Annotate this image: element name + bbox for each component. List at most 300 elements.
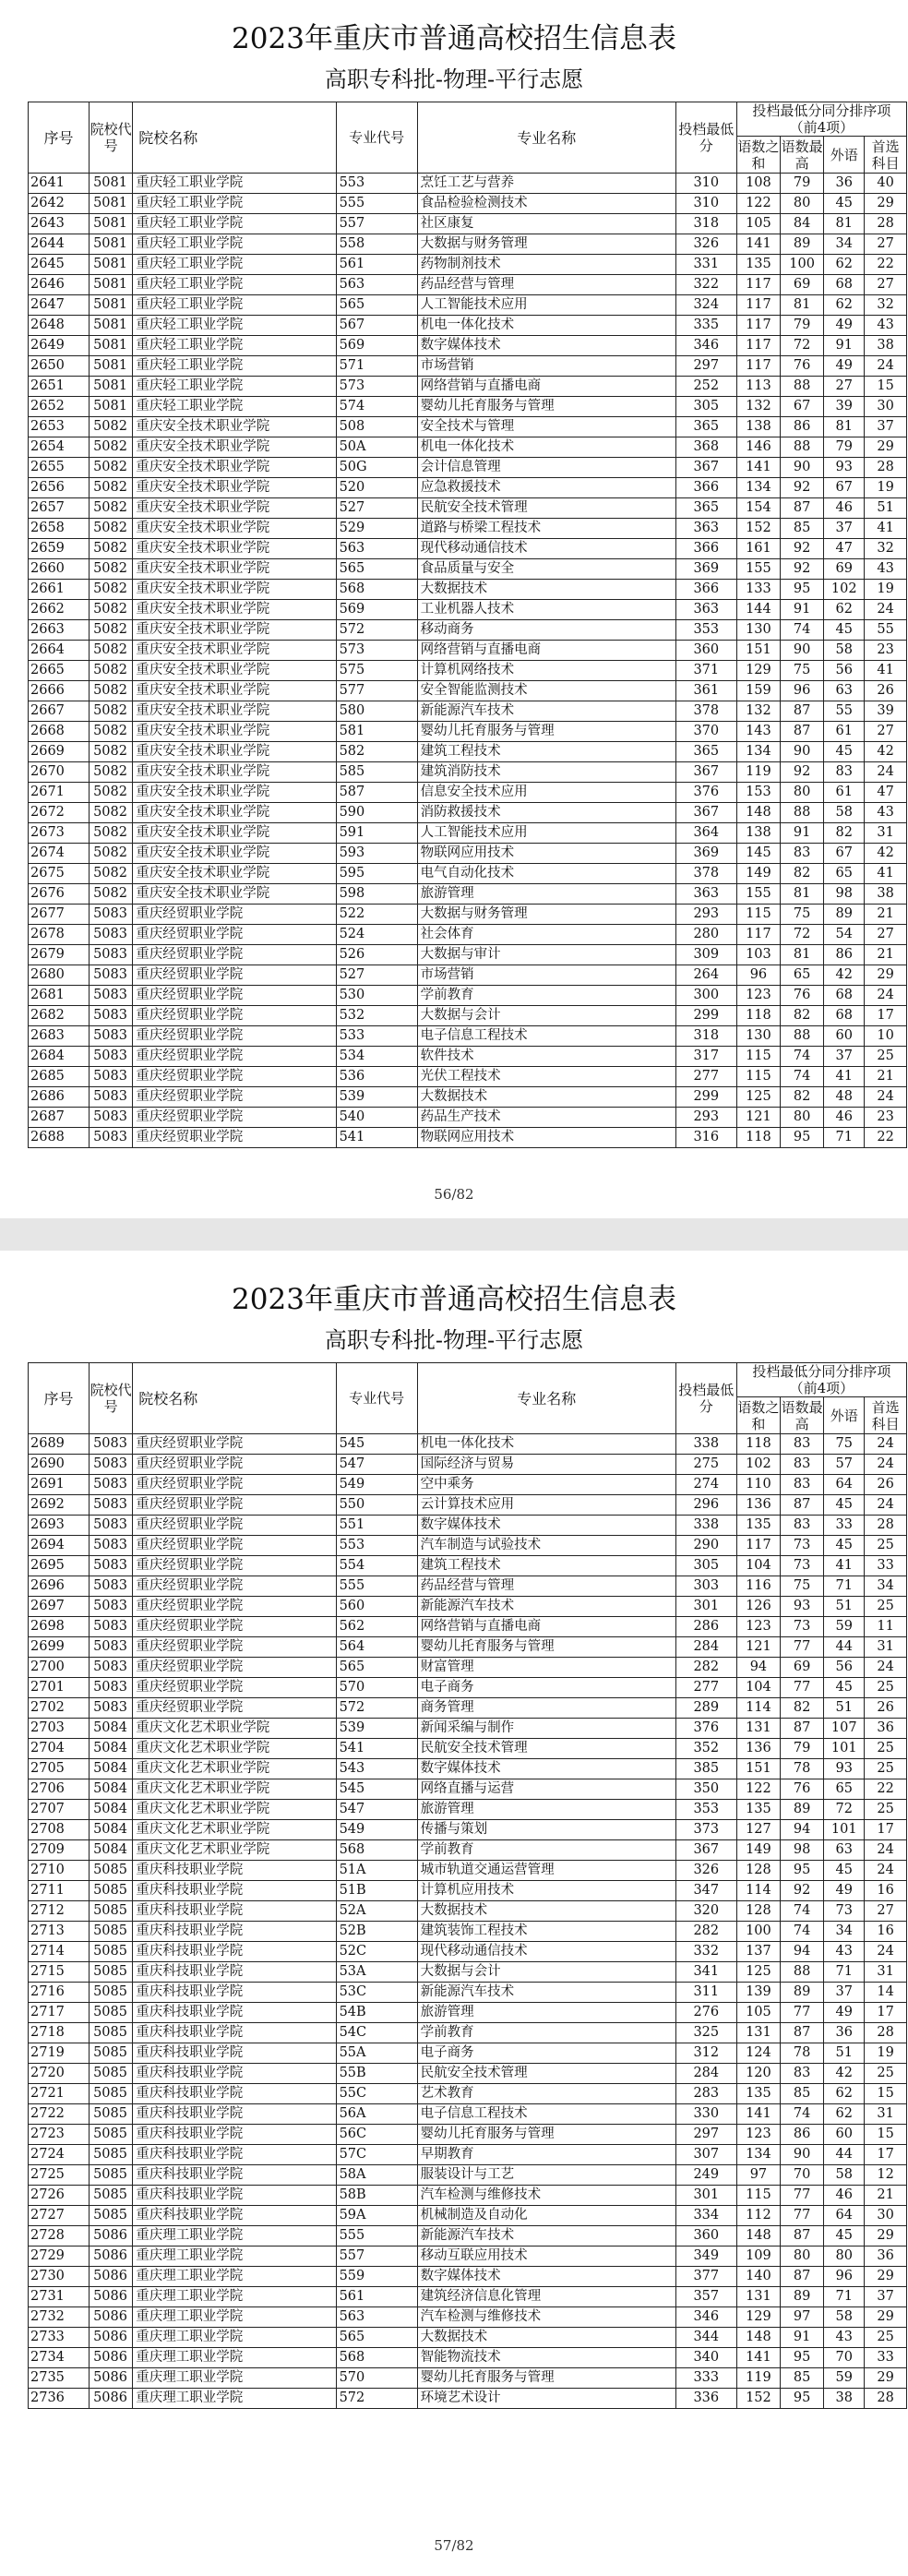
chinese-math-cell: 124: [736, 2043, 780, 2064]
foreign-cell: 57: [824, 1455, 865, 1475]
seq-cell: 2698: [29, 1617, 90, 1637]
school-name-cell: 重庆安全技术职业学院: [133, 498, 336, 519]
chinese-math-cell: 161: [736, 539, 780, 559]
major-name-cell: 旅游管理: [417, 884, 675, 905]
school-name-cell: 重庆安全技术职业学院: [133, 844, 336, 864]
school-code-cell: 5085: [90, 2043, 133, 2064]
school-name-cell: 重庆文化艺术职业学院: [133, 1759, 336, 1779]
foreign-cell: 98: [824, 884, 865, 905]
major-name-cell: 网络营销与直播电商: [417, 377, 675, 397]
math-max-cell: 79: [781, 174, 824, 194]
major-code-cell: 567: [336, 316, 417, 336]
major-name-cell: 药物制剂技术: [417, 255, 675, 275]
major-code-cell: 52A: [336, 1901, 417, 1922]
major-name-cell: 网络直播与运营: [417, 1779, 675, 1800]
school-code-cell: 5083: [90, 945, 133, 965]
foreign-cell: 46: [824, 498, 865, 519]
header-chinese-math: 语数之和: [737, 138, 780, 172]
first-subject-cell: 21: [865, 905, 907, 925]
major-name-cell: 机电一体化技术: [417, 1434, 675, 1455]
school-name-cell: 重庆科技职业学院: [133, 2023, 336, 2043]
school-code-cell: 5085: [90, 1942, 133, 1962]
seq-cell: 2689: [29, 1434, 90, 1455]
first-subject-cell: 33: [865, 2348, 907, 2368]
min-score-cell: 350: [675, 1779, 736, 1800]
foreign-cell: 38: [824, 2389, 865, 2409]
major-code-cell: 577: [336, 681, 417, 701]
chinese-math-cell: 119: [736, 762, 780, 783]
header-rank-group-sub: （前4项）: [789, 1380, 854, 1396]
table-row: [29, 1678, 907, 1698]
chinese-math-cell: 146: [736, 437, 780, 458]
math-max-cell: 69: [781, 275, 824, 295]
min-score-cell: 369: [675, 844, 736, 864]
school-code-cell: 5082: [90, 417, 133, 437]
foreign-cell: 70: [824, 2348, 865, 2368]
major-code-cell: 585: [336, 762, 417, 783]
major-code-cell: 571: [336, 356, 417, 377]
major-code-cell: 57C: [336, 2145, 417, 2165]
min-score-cell: 338: [675, 1516, 736, 1536]
school-name-cell: 重庆科技职业学院: [133, 2043, 336, 2064]
min-score-cell: 275: [675, 1455, 736, 1475]
school-code-cell: 5081: [90, 194, 133, 214]
chinese-math-cell: 102: [736, 1455, 780, 1475]
foreign-cell: 43: [824, 1942, 865, 1962]
school-code-cell: 5086: [90, 2368, 133, 2389]
seq-cell: 2675: [29, 864, 90, 884]
first-subject-cell: 28: [865, 1516, 907, 1536]
first-subject-cell: 24: [865, 1942, 907, 1962]
table-row: [29, 884, 907, 905]
school-code-cell: 5084: [90, 1779, 133, 1800]
foreign-cell: 39: [824, 397, 865, 417]
chinese-math-cell: 117: [736, 925, 780, 945]
math-max-cell: 84: [781, 214, 824, 234]
school-code-cell: 5082: [90, 722, 133, 742]
foreign-cell: 34: [824, 1922, 865, 1942]
table-row: [29, 1556, 907, 1576]
foreign-cell: 79: [824, 437, 865, 458]
min-score-cell: 252: [675, 377, 736, 397]
seq-cell: 2646: [29, 275, 90, 295]
seq-cell: 2730: [29, 2267, 90, 2287]
first-subject-cell: 47: [865, 783, 907, 803]
major-code-cell: 549: [336, 1820, 417, 1840]
major-code-cell: 590: [336, 803, 417, 823]
seq-cell: 2662: [29, 600, 90, 620]
page-number: 56/82: [434, 1186, 474, 1203]
foreign-cell: 62: [824, 2104, 865, 2125]
min-score-cell: 385: [675, 1759, 736, 1779]
school-code-cell: 5085: [90, 1861, 133, 1881]
first-subject-cell: 41: [865, 864, 907, 884]
major-code-cell: 529: [336, 519, 417, 539]
school-name-cell: 重庆安全技术职业学院: [133, 701, 336, 722]
seq-cell: 2692: [29, 1495, 90, 1516]
first-subject-cell: 32: [865, 295, 907, 316]
math-max-cell: 83: [781, 1475, 824, 1495]
table-row: [29, 1087, 907, 1108]
foreign-cell: 63: [824, 1840, 865, 1861]
school-code-cell: 5085: [90, 2165, 133, 2186]
foreign-cell: 41: [824, 1067, 865, 1087]
major-name-cell: 大数据技术: [417, 580, 675, 600]
school-name-cell: 重庆安全技术职业学院: [133, 823, 336, 844]
major-name-cell: 计算机应用技术: [417, 1881, 675, 1901]
chinese-math-cell: 108: [736, 174, 780, 194]
seq-cell: 2647: [29, 295, 90, 316]
major-code-cell: 557: [336, 2247, 417, 2267]
school-name-cell: 重庆安全技术职业学院: [133, 803, 336, 823]
min-score-cell: 299: [675, 1087, 736, 1108]
major-code-cell: 582: [336, 742, 417, 762]
min-score-cell: 346: [675, 2307, 736, 2328]
table-row: [29, 519, 907, 539]
min-score-cell: 310: [675, 174, 736, 194]
seq-cell: 2702: [29, 1698, 90, 1719]
first-subject-cell: 43: [865, 803, 907, 823]
major-code-cell: 560: [336, 1597, 417, 1617]
school-code-cell: 5083: [90, 1516, 133, 1536]
chinese-math-cell: 115: [736, 1067, 780, 1087]
min-score-cell: 373: [675, 1820, 736, 1840]
min-score-cell: 340: [675, 2348, 736, 2368]
major-name-cell: 药品经营与管理: [417, 1576, 675, 1597]
major-name-cell: 信息安全技术应用: [417, 783, 675, 803]
chinese-math-cell: 113: [736, 377, 780, 397]
seq-cell: 2704: [29, 1739, 90, 1759]
table-row: [29, 965, 907, 986]
major-code-cell: 572: [336, 620, 417, 641]
math-max-cell: 72: [781, 336, 824, 356]
math-max-cell: 73: [781, 1536, 824, 1556]
header-first-subject: 首选科目: [865, 137, 907, 174]
table-row: [29, 559, 907, 580]
table-row: [29, 925, 907, 945]
table-row: [29, 1759, 907, 1779]
first-subject-cell: 32: [865, 539, 907, 559]
seq-cell: 2731: [29, 2287, 90, 2307]
min-score-cell: 346: [675, 336, 736, 356]
first-subject-cell: 28: [865, 214, 907, 234]
seq-cell: 2648: [29, 316, 90, 336]
min-score-cell: 300: [675, 986, 736, 1006]
table-row: [29, 1658, 907, 1678]
table-row: [29, 2368, 907, 2389]
table-row: [29, 539, 907, 559]
major-name-cell: 移动商务: [417, 620, 675, 641]
school-code-cell: 5081: [90, 255, 133, 275]
chinese-math-cell: 117: [736, 316, 780, 336]
school-code-cell: 5083: [90, 965, 133, 986]
seq-cell: 2681: [29, 986, 90, 1006]
major-name-cell: 旅游管理: [417, 1800, 675, 1820]
school-code-cell: 5083: [90, 1026, 133, 1047]
major-code-cell: 55B: [336, 2064, 417, 2084]
min-score-cell: 326: [675, 234, 736, 255]
first-subject-cell: 24: [865, 1495, 907, 1516]
chinese-math-cell: 129: [736, 661, 780, 681]
min-score-cell: 297: [675, 356, 736, 377]
min-score-cell: 277: [675, 1678, 736, 1698]
math-max-cell: 86: [781, 2125, 824, 2145]
chinese-math-cell: 145: [736, 844, 780, 864]
foreign-cell: 43: [824, 2328, 865, 2348]
seq-cell: 2659: [29, 539, 90, 559]
table-row: [29, 1881, 907, 1901]
chinese-math-cell: 143: [736, 722, 780, 742]
school-name-cell: 重庆经贸职业学院: [133, 1006, 336, 1026]
school-name-cell: 重庆科技职业学院: [133, 2003, 336, 2023]
foreign-cell: 49: [824, 356, 865, 377]
seq-cell: 2703: [29, 1719, 90, 1739]
major-name-cell: 人工智能技术应用: [417, 295, 675, 316]
seq-cell: 2672: [29, 803, 90, 823]
first-subject-cell: 41: [865, 519, 907, 539]
school-name-cell: 重庆经贸职业学院: [133, 1556, 336, 1576]
chinese-math-cell: 116: [736, 1576, 780, 1597]
min-score-cell: 299: [675, 1006, 736, 1026]
school-name-cell: 重庆安全技术职业学院: [133, 722, 336, 742]
major-code-cell: 593: [336, 844, 417, 864]
math-max-cell: 74: [781, 1922, 824, 1942]
chinese-math-cell: 115: [736, 2186, 780, 2206]
math-max-cell: 92: [781, 539, 824, 559]
first-subject-cell: 17: [865, 1820, 907, 1840]
header-seq: 序号: [29, 102, 90, 174]
first-subject-cell: 27: [865, 722, 907, 742]
min-score-cell: 366: [675, 539, 736, 559]
table-row: [29, 2348, 907, 2368]
school-code-cell: 5085: [90, 1962, 133, 1983]
school-name-cell: 重庆理工职业学院: [133, 2368, 336, 2389]
major-name-cell: 市场营销: [417, 356, 675, 377]
foreign-cell: 64: [824, 1475, 865, 1495]
math-max-cell: 80: [781, 2247, 824, 2267]
math-max-cell: 77: [781, 2206, 824, 2226]
chinese-math-cell: 134: [736, 742, 780, 762]
major-name-cell: 早期教育: [417, 2145, 675, 2165]
seq-cell: 2701: [29, 1678, 90, 1698]
chinese-math-cell: 149: [736, 1840, 780, 1861]
math-max-cell: 77: [781, 1637, 824, 1658]
school-name-cell: 重庆科技职业学院: [133, 2145, 336, 2165]
first-subject-cell: 28: [865, 458, 907, 478]
table-row: [29, 2287, 907, 2307]
school-code-cell: 5081: [90, 295, 133, 316]
seq-cell: 2664: [29, 641, 90, 661]
table-row: [29, 1901, 907, 1922]
major-name-cell: 烹饪工艺与营养: [417, 174, 675, 194]
seq-cell: 2697: [29, 1597, 90, 1617]
foreign-cell: 101: [824, 1820, 865, 1840]
major-code-cell: 547: [336, 1455, 417, 1475]
school-name-cell: 重庆理工职业学院: [133, 2307, 336, 2328]
school-code-cell: 5082: [90, 498, 133, 519]
foreign-cell: 55: [824, 701, 865, 722]
math-max-cell: 74: [781, 2104, 824, 2125]
first-subject-cell: 37: [865, 2287, 907, 2307]
major-code-cell: 555: [336, 2226, 417, 2247]
foreign-cell: 65: [824, 1779, 865, 1800]
chinese-math-cell: 159: [736, 681, 780, 701]
foreign-cell: 64: [824, 2206, 865, 2226]
major-name-cell: 建筑消防技术: [417, 762, 675, 783]
foreign-cell: 45: [824, 194, 865, 214]
school-code-cell: 5081: [90, 214, 133, 234]
table-row: [29, 1800, 907, 1820]
school-name-cell: 重庆科技职业学院: [133, 1922, 336, 1942]
seq-cell: 2657: [29, 498, 90, 519]
foreign-cell: 44: [824, 2145, 865, 2165]
table-row: [29, 234, 907, 255]
min-score-cell: 307: [675, 2145, 736, 2165]
min-score-cell: 282: [675, 1658, 736, 1678]
major-code-cell: 559: [336, 2267, 417, 2287]
major-code-cell: 522: [336, 905, 417, 925]
first-subject-cell: 12: [865, 2165, 907, 2186]
school-name-cell: 重庆轻工职业学院: [133, 377, 336, 397]
school-code-cell: 5085: [90, 2125, 133, 2145]
table-row: [29, 803, 907, 823]
math-max-cell: 82: [781, 1006, 824, 1026]
school-code-cell: 5085: [90, 2206, 133, 2226]
major-name-cell: 城市轨道交通运营管理: [417, 1861, 675, 1881]
school-code-cell: 5083: [90, 1576, 133, 1597]
foreign-cell: 56: [824, 1658, 865, 1678]
min-score-cell: 320: [675, 1901, 736, 1922]
math-max-cell: 82: [781, 1087, 824, 1108]
major-code-cell: 527: [336, 965, 417, 986]
seq-cell: 2713: [29, 1922, 90, 1942]
math-max-cell: 94: [781, 1820, 824, 1840]
chinese-math-cell: 148: [736, 2328, 780, 2348]
min-score-cell: 330: [675, 2104, 736, 2125]
major-code-cell: 52B: [336, 1922, 417, 1942]
chinese-math-cell: 131: [736, 1719, 780, 1739]
major-code-cell: 562: [336, 1617, 417, 1637]
major-name-cell: 光伏工程技术: [417, 1067, 675, 1087]
school-code-cell: 5083: [90, 1455, 133, 1475]
math-max-cell: 77: [781, 2186, 824, 2206]
major-name-cell: 数字媒体技术: [417, 1759, 675, 1779]
school-name-cell: 重庆经贸职业学院: [133, 1495, 336, 1516]
foreign-cell: 54: [824, 925, 865, 945]
chinese-math-cell: 128: [736, 1861, 780, 1881]
math-max-cell: 100: [781, 255, 824, 275]
math-max-cell: 87: [781, 2267, 824, 2287]
major-name-cell: 安全技术与管理: [417, 417, 675, 437]
math-max-cell: 93: [781, 1597, 824, 1617]
chinese-math-cell: 127: [736, 1820, 780, 1840]
first-subject-cell: 31: [865, 1962, 907, 1983]
table-row: [29, 701, 907, 722]
major-name-cell: 电子信息工程技术: [417, 2104, 675, 2125]
first-subject-cell: 42: [865, 742, 907, 762]
major-name-cell: 新能源汽车技术: [417, 1983, 675, 2003]
school-name-cell: 重庆科技职业学院: [133, 2206, 336, 2226]
chinese-math-cell: 100: [736, 1922, 780, 1942]
school-code-cell: 5085: [90, 2104, 133, 2125]
school-code-cell: 5083: [90, 1087, 133, 1108]
major-name-cell: 大数据技术: [417, 1087, 675, 1108]
table-row: [29, 2307, 907, 2328]
school-name-cell: 重庆科技职业学院: [133, 2104, 336, 2125]
math-max-cell: 90: [781, 2145, 824, 2165]
min-score-cell: 296: [675, 1495, 736, 1516]
first-subject-cell: 29: [865, 2368, 907, 2389]
math-max-cell: 81: [781, 884, 824, 905]
school-name-cell: 重庆经贸职业学院: [133, 1047, 336, 1067]
foreign-cell: 45: [824, 1861, 865, 1881]
chinese-math-cell: 134: [736, 2145, 780, 2165]
foreign-cell: 68: [824, 1006, 865, 1026]
major-name-cell: 新能源汽车技术: [417, 2226, 675, 2247]
school-code-cell: 5083: [90, 1597, 133, 1617]
table-row: [29, 1536, 907, 1556]
school-name-cell: 重庆轻工职业学院: [133, 397, 336, 417]
table-row: [29, 823, 907, 844]
school-name-cell: 重庆经贸职业学院: [133, 986, 336, 1006]
seq-cell: 2728: [29, 2226, 90, 2247]
major-code-cell: 541: [336, 1739, 417, 1759]
school-code-cell: 5082: [90, 458, 133, 478]
first-subject-cell: 24: [865, 1861, 907, 1881]
chinese-math-cell: 96: [736, 965, 780, 986]
math-max-cell: 91: [781, 600, 824, 620]
foreign-cell: 56: [824, 661, 865, 681]
foreign-cell: 37: [824, 1983, 865, 2003]
first-subject-cell: 14: [865, 1983, 907, 2003]
min-score-cell: 301: [675, 2186, 736, 2206]
min-score-cell: 371: [675, 661, 736, 681]
first-subject-cell: 24: [865, 986, 907, 1006]
major-name-cell: 应急救援技术: [417, 478, 675, 498]
chinese-math-cell: 148: [736, 2226, 780, 2247]
math-max-cell: 88: [781, 803, 824, 823]
major-code-cell: 573: [336, 641, 417, 661]
math-max-cell: 74: [781, 1047, 824, 1067]
table-row: [29, 2328, 907, 2348]
seq-cell: 2667: [29, 701, 90, 722]
min-score-cell: 366: [675, 478, 736, 498]
min-score-cell: 336: [675, 2389, 736, 2409]
math-max-cell: 82: [781, 864, 824, 884]
foreign-cell: 37: [824, 1047, 865, 1067]
school-code-cell: 5085: [90, 2064, 133, 2084]
first-subject-cell: 43: [865, 559, 907, 580]
first-subject-cell: 36: [865, 1719, 907, 1739]
table-row: [29, 214, 907, 234]
table-row: [29, 2125, 907, 2145]
chinese-math-cell: 141: [736, 458, 780, 478]
chinese-math-cell: 135: [736, 255, 780, 275]
table-body: [29, 1434, 907, 2409]
major-name-cell: 现代移动通信技术: [417, 539, 675, 559]
foreign-cell: 49: [824, 1881, 865, 1901]
school-name-cell: 重庆安全技术职业学院: [133, 864, 336, 884]
chinese-math-cell: 110: [736, 1475, 780, 1495]
table-row: [29, 1962, 907, 1983]
seq-cell: 2688: [29, 1128, 90, 1148]
math-max-cell: 72: [781, 925, 824, 945]
table-row: [29, 945, 907, 965]
seq-cell: 2658: [29, 519, 90, 539]
major-name-cell: 汽车检测与维修技术: [417, 2307, 675, 2328]
school-code-cell: 5083: [90, 925, 133, 945]
seq-cell: 2690: [29, 1455, 90, 1475]
